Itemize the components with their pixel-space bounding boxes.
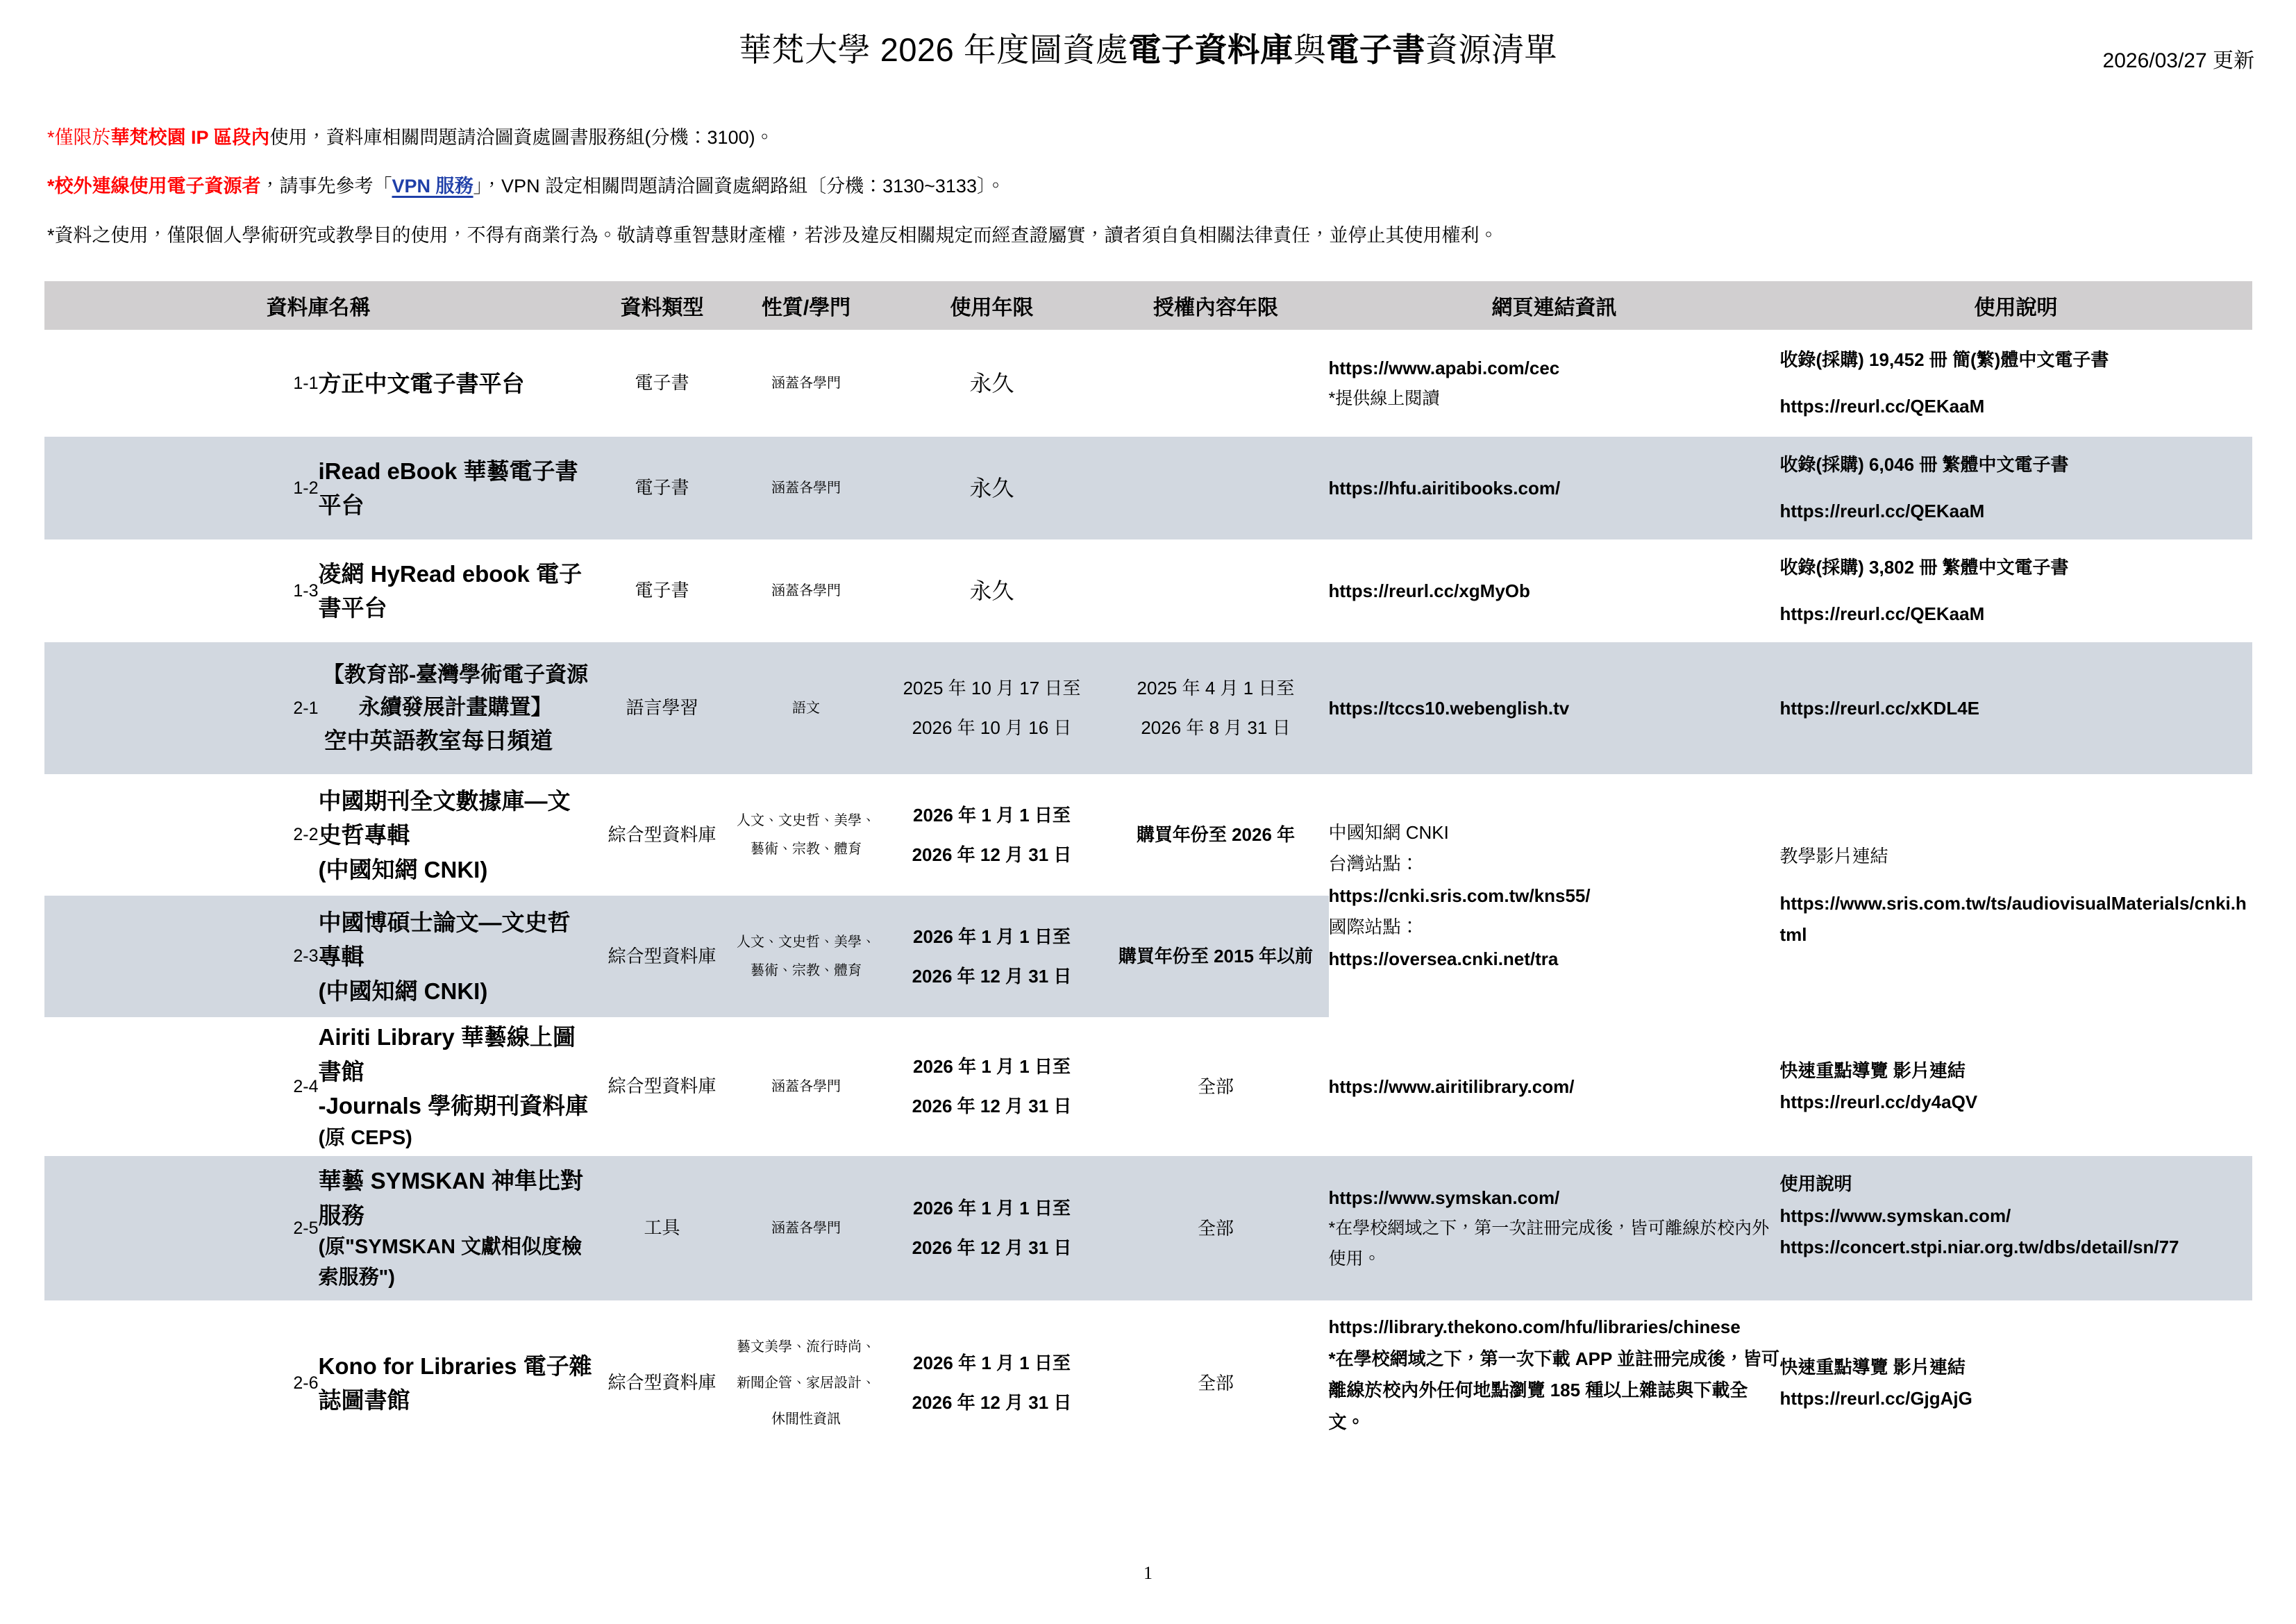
- table-row: [44, 642, 2252, 774]
- row-db-name: iRead eBook 華藝電子書平台: [319, 437, 593, 539]
- row-db-link: [1329, 539, 1780, 642]
- row-db-name: [319, 1156, 593, 1300]
- row-db-field: 涵蓋各學門: [732, 437, 881, 539]
- db-name-line1: Airiti Library 華藝線上圖書館: [318, 1024, 576, 1085]
- document-header: [0, 0, 2296, 76]
- usage-text: 收錄(採購) 3,802 冊 繁體中文電子書: [1779, 556, 2069, 578]
- col-header-field: 性質/學門: [732, 281, 881, 330]
- row-db-license: 全部: [1103, 1156, 1329, 1300]
- row-db-type: 電子書: [593, 539, 732, 642]
- db-name-line2: 空中英語教室每日頻道: [324, 728, 553, 754]
- cnki-title: 中國知網 CNKI: [1328, 821, 1449, 843]
- cnki-usage-title: 教學影片連結: [1779, 846, 1888, 867]
- row-db-license: 購買年份至 2015 年以前: [1103, 896, 1329, 1017]
- row-db-type: 語言學習: [593, 642, 732, 774]
- usage-spacer: [1780, 583, 2252, 598]
- field-line1: 人文、文史哲、美學、: [737, 934, 875, 950]
- field-line2: 藝術、宗教、體育: [751, 841, 862, 857]
- row-db-link: [1329, 1017, 1780, 1156]
- row-db-usage: [1780, 1156, 2252, 1300]
- period-line2: 2026 年 12 月 31 日: [912, 1096, 1072, 1117]
- db-name-line3: (原 CEPS): [318, 1126, 412, 1149]
- link-url[interactable]: https://library.thekono.com/hfu/libraries/chinese: [1328, 1316, 1741, 1338]
- note-vpn: [47, 174, 2254, 199]
- table-header-row: [44, 281, 2252, 330]
- note1-highlight: 華梵校園 IP 區段內: [110, 127, 270, 148]
- table-row: [44, 539, 2252, 642]
- note1-prefix: *僅限於: [47, 127, 111, 148]
- note2-suffix: 」，VPN 設定相關問題請洽圖資處網路組〔分機：3130~3133〕。: [473, 176, 1005, 197]
- row-db-link: [1329, 642, 1780, 774]
- link-note: *在學校網域之下，第一次下載 APP 並註冊完成後，皆可離線於校內外任何地點瀏覽 185 種以上雜誌與下載全文。: [1328, 1348, 1780, 1432]
- field-line3: 休閒性資訊: [771, 1412, 841, 1428]
- title-prefix: 華梵大學 2026 年度圖資處: [739, 31, 1129, 68]
- row-db-type: 工具: [593, 1156, 732, 1300]
- cnki-intl-url[interactable]: https://oversea.cnki.net/tra: [1328, 948, 1559, 969]
- row-db-field: [732, 774, 881, 896]
- usage-url[interactable]: https://reurl.cc/QEKaaM: [1779, 501, 1985, 522]
- period-line1: 2026 年 1 月 1 日至: [913, 1353, 1071, 1374]
- period-line2: 2026 年 12 月 31 日: [912, 1392, 1072, 1414]
- title-ebook: 電子書: [1326, 31, 1425, 68]
- license-line1: 2025 年 4 月 1 日至: [1137, 678, 1295, 699]
- title-join: 與: [1293, 31, 1327, 68]
- row-db-period: [881, 896, 1103, 1017]
- row-db-period: [881, 642, 1103, 774]
- usage-spacer: [1780, 480, 2252, 496]
- table-row: [44, 1300, 2252, 1466]
- db-name-line1: 中國博碩士論文—文史哲專輯: [318, 909, 571, 970]
- row-db-license: 全部: [1103, 1300, 1329, 1466]
- note-ip-restriction: [47, 125, 2254, 150]
- cnki-intl-label: 國際站點：: [1328, 916, 1419, 938]
- period-line1: 2026 年 1 月 1 日至: [913, 804, 1071, 826]
- field-line1: 人文、文史哲、美學、: [737, 812, 875, 828]
- row-db-usage: [1780, 1017, 2252, 1156]
- row-db-license: [1103, 642, 1329, 774]
- usage-url[interactable]: https://reurl.cc/xKDL4E: [1779, 697, 1980, 719]
- usage-text: 收錄(採購) 19,452 冊 簡(繁)體中文電子書: [1779, 349, 2109, 370]
- db-name-line1: 中國期刊全文數據庫—文史哲專輯: [318, 787, 571, 848]
- note2-prefix: *校外連線使用電子資源者: [47, 176, 261, 197]
- table-row: [44, 1017, 2252, 1156]
- table-body: [44, 330, 2252, 1466]
- cnki-tw-label: 台灣站點：: [1328, 853, 1419, 875]
- db-name-line2: (中國知網 CNKI): [318, 856, 488, 882]
- row-db-field: 涵蓋各學門: [732, 539, 881, 642]
- field-line1: 藝文美學、流行時尚、: [737, 1339, 875, 1355]
- field-line2: 藝術、宗教、體育: [751, 962, 862, 978]
- row-db-usage: [1780, 539, 2252, 642]
- notes-block: [0, 76, 2296, 248]
- row-number: 2-3: [44, 896, 319, 1017]
- vpn-service-link[interactable]: VPN 服務: [392, 176, 474, 197]
- row-db-type: 綜合型資料庫: [593, 1017, 732, 1156]
- usage-url[interactable]: https://reurl.cc/QEKaaM: [1779, 603, 1985, 625]
- row-db-field: 涵蓋各學門: [732, 1156, 881, 1300]
- license-line2: 2026 年 8 月 31 日: [1141, 717, 1291, 739]
- field-line2: 新聞企管、家居設計、: [737, 1375, 875, 1391]
- row-db-field: 涵蓋各學門: [732, 1017, 881, 1156]
- row-number: 1-1: [44, 330, 319, 437]
- link-url[interactable]: https://tccs10.webenglish.tv: [1328, 697, 1570, 719]
- row-db-name: [319, 774, 593, 896]
- row-db-name: [319, 1017, 593, 1156]
- col-header-type: 資料類型: [593, 281, 732, 330]
- row-db-usage: [1780, 437, 2252, 539]
- row-db-type: 電子書: [593, 330, 732, 437]
- row-db-usage: [1780, 330, 2252, 437]
- usage-text: 快速重點導覽 影片連結: [1779, 1060, 1966, 1081]
- period-line1: 2026 年 1 月 1 日至: [913, 1198, 1071, 1219]
- page-title: [0, 32, 2296, 68]
- row-number: 2-4: [44, 1017, 319, 1156]
- row-db-type: 綜合型資料庫: [593, 896, 732, 1017]
- row-db-name: 凌網 HyRead ebook 電子書平台: [319, 539, 593, 642]
- period-line2: 2026 年 12 月 31 日: [912, 844, 1072, 865]
- cnki-usage-url[interactable]: https://www.sris.com.tw/ts/audiovisualMaterials/cnki.html: [1779, 892, 2247, 946]
- row-number: 1-2: [44, 437, 319, 539]
- row-number: 1-3: [44, 539, 319, 642]
- row-db-name: [319, 642, 593, 774]
- col-header-period: 使用年限: [881, 281, 1103, 330]
- row-db-link: [1329, 1156, 1780, 1300]
- table-row: [44, 1156, 2252, 1300]
- row-db-link: [1329, 1300, 1780, 1466]
- usage-spacer: [1780, 873, 2252, 888]
- row-db-period: [881, 774, 1103, 896]
- col-header-name: 資料庫名稱: [44, 281, 593, 330]
- usage-text: 使用說明: [1779, 1173, 1852, 1195]
- row-db-period: 永久: [881, 330, 1103, 437]
- title-database: 電子資料庫: [1128, 31, 1293, 68]
- row-number: 2-6: [44, 1300, 319, 1466]
- row-db-name: 方正中文電子書平台: [319, 330, 593, 437]
- usage-text: 快速重點導覽 影片連結: [1779, 1356, 1966, 1378]
- row-number: 2-5: [44, 1156, 319, 1300]
- db-name-line1: 華藝 SYMSKAN 神隼比對服務: [318, 1168, 583, 1228]
- link-url[interactable]: https://www.airitilibrary.com/: [1328, 1075, 1575, 1097]
- link-url[interactable]: https://hfu.airitibooks.com/: [1328, 477, 1561, 499]
- period-line2: 2026 年 12 月 31 日: [912, 965, 1072, 987]
- update-date: 2026/03/27 更新: [2102, 49, 2254, 72]
- note2-mid: ，請事先參考「: [260, 176, 392, 197]
- row-db-license: [1103, 437, 1329, 539]
- row-db-type: 綜合型資料庫: [593, 1300, 732, 1466]
- usage-spacer: [1780, 376, 2252, 391]
- row-db-license: [1103, 330, 1329, 437]
- col-header-usage: 使用說明: [1780, 281, 2252, 330]
- link-note: *提供線上閱讀: [1328, 389, 1440, 409]
- usage-text: 收錄(採購) 6,046 冊 繁體中文電子書: [1779, 453, 2069, 475]
- row-db-link: [1329, 437, 1780, 539]
- row-db-field: [732, 896, 881, 1017]
- col-header-link: 網頁連結資訊: [1329, 281, 1780, 330]
- usage-url-2[interactable]: https://concert.stpi.niar.org.tw/dbs/detail/sn/77: [1779, 1237, 2179, 1258]
- row-db-link: [1329, 330, 1780, 437]
- table-row: [44, 774, 2252, 896]
- db-name-line2: (中國知網 CNKI): [318, 978, 488, 1004]
- row-db-license: 購買年份至 2026 年: [1103, 774, 1329, 896]
- link-url[interactable]: https://reurl.cc/xgMyOb: [1328, 580, 1530, 601]
- row-db-usage: [1780, 1300, 2252, 1466]
- row-db-period: [881, 1300, 1103, 1466]
- period-line1: 2025 年 10 月 17 日至: [903, 678, 1081, 699]
- row-db-field: [732, 1300, 881, 1466]
- row-db-period: 永久: [881, 539, 1103, 642]
- row-db-type: 電子書: [593, 437, 732, 539]
- db-name-line2: -Journals 學術期刊資料庫: [318, 1093, 589, 1119]
- row-db-license: 全部: [1103, 1017, 1329, 1156]
- row-db-license: [1103, 539, 1329, 642]
- row-db-period: [881, 1156, 1103, 1300]
- row-db-field: 涵蓋各學門: [732, 330, 881, 437]
- row-db-period: 永久: [881, 437, 1103, 539]
- cnki-tw-url[interactable]: https://cnki.sris.com.tw/kns55/: [1328, 885, 1591, 906]
- row-db-usage-cnki: [1780, 774, 2252, 1017]
- link-url[interactable]: https://www.symskan.com/: [1328, 1187, 1560, 1208]
- link-note: *在學校網域之下，第一次註冊完成後，皆可離線於校內外使用。: [1328, 1219, 1770, 1269]
- col-header-license: 授權內容年限: [1103, 281, 1329, 330]
- usage-url[interactable]: https://reurl.cc/dy4aQV: [1779, 1091, 1978, 1113]
- row-db-link-cnki: [1329, 774, 1780, 1017]
- title-tail: 資源清單: [1425, 31, 1557, 68]
- note-copyright: *資料之使用，僅限個人學術研究或教學目的使用，不得有商業行為。敬請尊重智慧財產權，若涉及違反相關規定而經查證屬實，讀者須自負相關法律責任，並停止其使用權利。: [47, 224, 1498, 246]
- row-db-name: Kono for Libraries 電子雜誌圖書館: [319, 1300, 593, 1466]
- db-name-line1: 【教育部-臺灣學術電子資源永續發展計畫購置】: [322, 662, 589, 719]
- usage-url[interactable]: https://reurl.cc/QEKaaM: [1779, 396, 1985, 417]
- row-number: 2-2: [44, 774, 319, 896]
- row-db-usage: [1780, 642, 2252, 774]
- period-line2: 2026 年 10 月 16 日: [912, 717, 1072, 739]
- row-db-name: [319, 896, 593, 1017]
- usage-url[interactable]: https://reurl.cc/GjgAjG: [1779, 1388, 1972, 1409]
- usage-url-1[interactable]: https://www.symskan.com/: [1779, 1205, 2011, 1226]
- row-number: 2-1: [44, 642, 319, 774]
- resource-table: [44, 281, 2252, 1466]
- period-line1: 2026 年 1 月 1 日至: [913, 1056, 1071, 1078]
- period-line1: 2026 年 1 月 1 日至: [913, 926, 1071, 947]
- table-row: [44, 330, 2252, 437]
- db-name-line2: (原"SYMSKAN 文獻相似度檢索服務"): [318, 1236, 582, 1289]
- note1-suffix: 使用，資料庫相關問題請洽圖資處圖書服務組(分機：3100)。: [269, 127, 774, 148]
- row-db-field: 語文: [732, 642, 881, 774]
- page-number: 1: [1143, 1563, 1153, 1583]
- row-db-period: [881, 1017, 1103, 1156]
- table-row: [44, 437, 2252, 539]
- link-url[interactable]: https://www.apabi.com/cec: [1328, 357, 1560, 378]
- period-line2: 2026 年 12 月 31 日: [912, 1237, 1072, 1259]
- table-head: [44, 281, 2252, 330]
- row-db-type: 綜合型資料庫: [593, 774, 732, 896]
